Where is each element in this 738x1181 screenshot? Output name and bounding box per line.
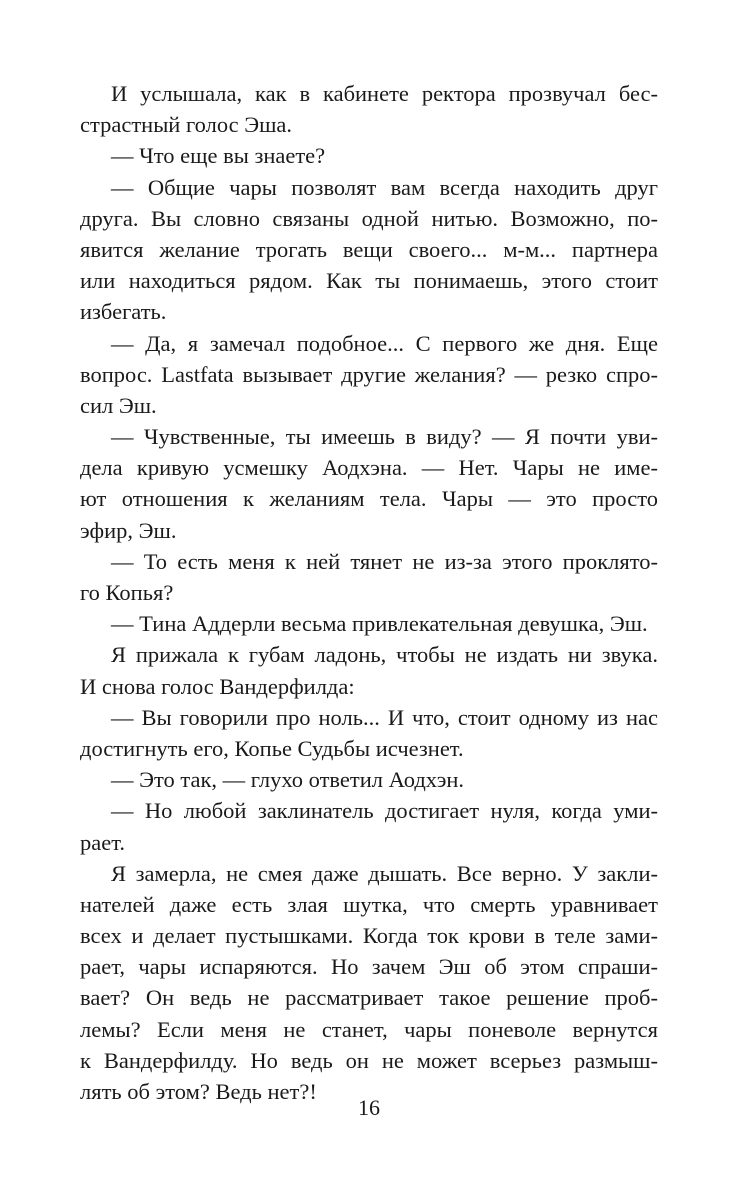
text-line: — Тина Аддерли весьма привлекательная девушка, Эш. <box>111 611 648 637</box>
text-line: страстный голос Эша. <box>80 112 293 138</box>
text-line: явится желание трогать вещи своего... м-м... партнера <box>80 236 658 262</box>
text-line: достигнуть его, Копье Судьбы исчезнет. <box>80 735 464 761</box>
text-line: И снова голос Вандерфилда: <box>80 673 355 699</box>
text-line: — Но любой заклинатель достигает нуля, когда уми- <box>111 798 658 824</box>
paragraph <box>80 78 658 140</box>
paragraph <box>80 546 658 608</box>
text-line: — То есть меня к ней тянет не из-за этого проклято- <box>111 548 658 574</box>
paragraph <box>80 639 658 701</box>
paragraph <box>80 702 658 764</box>
text-line: вает? Он ведь не рассматривает такое решение проб- <box>80 985 658 1011</box>
text-line: лять об этом? Ведь нет?! <box>80 1079 317 1104</box>
body-text <box>80 78 658 1107</box>
paragraph <box>80 421 658 546</box>
text-line: лемы? Если меня не станет, чары поневоле вернутся <box>80 1016 658 1042</box>
text-line: рает, чары испаряются. Но зачем Эш об этом спраши- <box>80 954 658 980</box>
text-line: друга. Вы словно связаны одной нитью. Возможно, по- <box>80 205 658 231</box>
text-line: — Общие чары позволят вам всегда находить друг <box>111 174 658 200</box>
text-line: к Вандерфилду. Но ведь он не может всерьез размыш- <box>80 1047 658 1073</box>
paragraph <box>80 172 658 328</box>
paragraph <box>80 795 658 857</box>
text-line: Я прижала к губам ладонь, чтобы не издать ни звука. <box>111 642 658 668</box>
text-line: рает. <box>80 829 125 855</box>
text-line: Я замерла, не смея даже дышать. Все верно. У закли- <box>111 860 658 886</box>
paragraph <box>80 608 658 639</box>
text-line: — Чувственные, ты имеешь в виду? — Я почти уви- <box>111 424 658 450</box>
text-line: эфир, Эш. <box>80 517 177 543</box>
text-line: го Копья? <box>80 580 174 605</box>
text-line: — Вы говорили про ноль... И что, стоит одному из нас <box>111 704 658 730</box>
paragraph <box>80 328 658 422</box>
text-line: И услышала, как в кабинете ректора прозвучал бес- <box>111 81 658 106</box>
text-line: дела кривую усмешку Аодхэна. — Нет. Чары не име- <box>80 455 658 481</box>
text-line: вопрос. Lastfata вызывает другие желания? — резко спро- <box>80 361 658 387</box>
text-line: ют отношения к желаниям тела. Чары — это просто <box>80 486 658 512</box>
text-line: — Что еще вы знаете? <box>111 143 326 169</box>
text-line: избегать. <box>80 299 167 325</box>
text-line: нателей даже есть злая шутка, что смерть уравнивает <box>80 891 658 917</box>
text-line: — Это так, — глухо ответил Аодхэн. <box>111 767 465 793</box>
paragraph <box>80 140 658 171</box>
page-number: 16 <box>358 1095 380 1120</box>
paragraph <box>80 858 658 1108</box>
text-line: всех и делает пустышками. Когда ток крови в теле зами- <box>80 923 658 949</box>
text-line: или находиться рядом. Как ты понимаешь, этого стоит <box>80 268 658 294</box>
text-line: — Да, я замечал подобное... С первого же дня. Еще <box>111 330 658 356</box>
paragraph <box>80 764 658 795</box>
text-line: сил Эш. <box>80 392 157 418</box>
